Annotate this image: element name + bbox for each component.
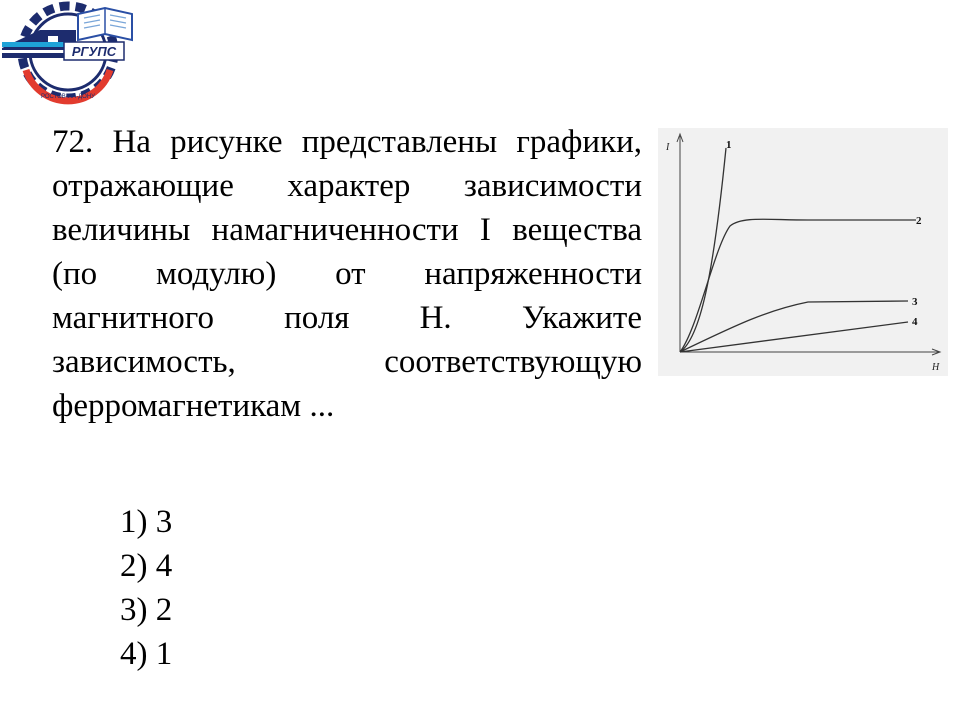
answer-option-4[interactable]: 4) 1 [120, 636, 173, 672]
y-axis-label: I [666, 142, 670, 153]
curve-2-label: 2 [916, 215, 922, 227]
curve-3-label: 3 [912, 296, 918, 308]
answer-option-2[interactable]: 2) 4 [120, 548, 173, 584]
magnetization-graph [658, 128, 948, 376]
answer-list [120, 500, 172, 676]
question-text: 72. На рисунке представлены графики, отражающие характер зависимости величины намагниченности I вещества (по модулю) от напряженности магнитного поля H. Укажите зависимость, соответствующую ферромагнетикам ... [52, 124, 642, 424]
curve-4 [680, 322, 908, 352]
university-logo [0, 0, 140, 110]
book-icon [78, 8, 132, 40]
x-axis-label: H [932, 362, 940, 373]
curve-4-label: 4 [912, 316, 918, 328]
answer-option-3[interactable]: 3) 2 [120, 592, 173, 628]
curve-1-label: 1 [726, 139, 732, 151]
logo-ring-text: РОСТОВ-НА-ДОНУ [41, 94, 95, 100]
logo-text: РГУПС [71, 44, 117, 59]
answer-option-1[interactable]: 1) 3 [120, 504, 173, 540]
